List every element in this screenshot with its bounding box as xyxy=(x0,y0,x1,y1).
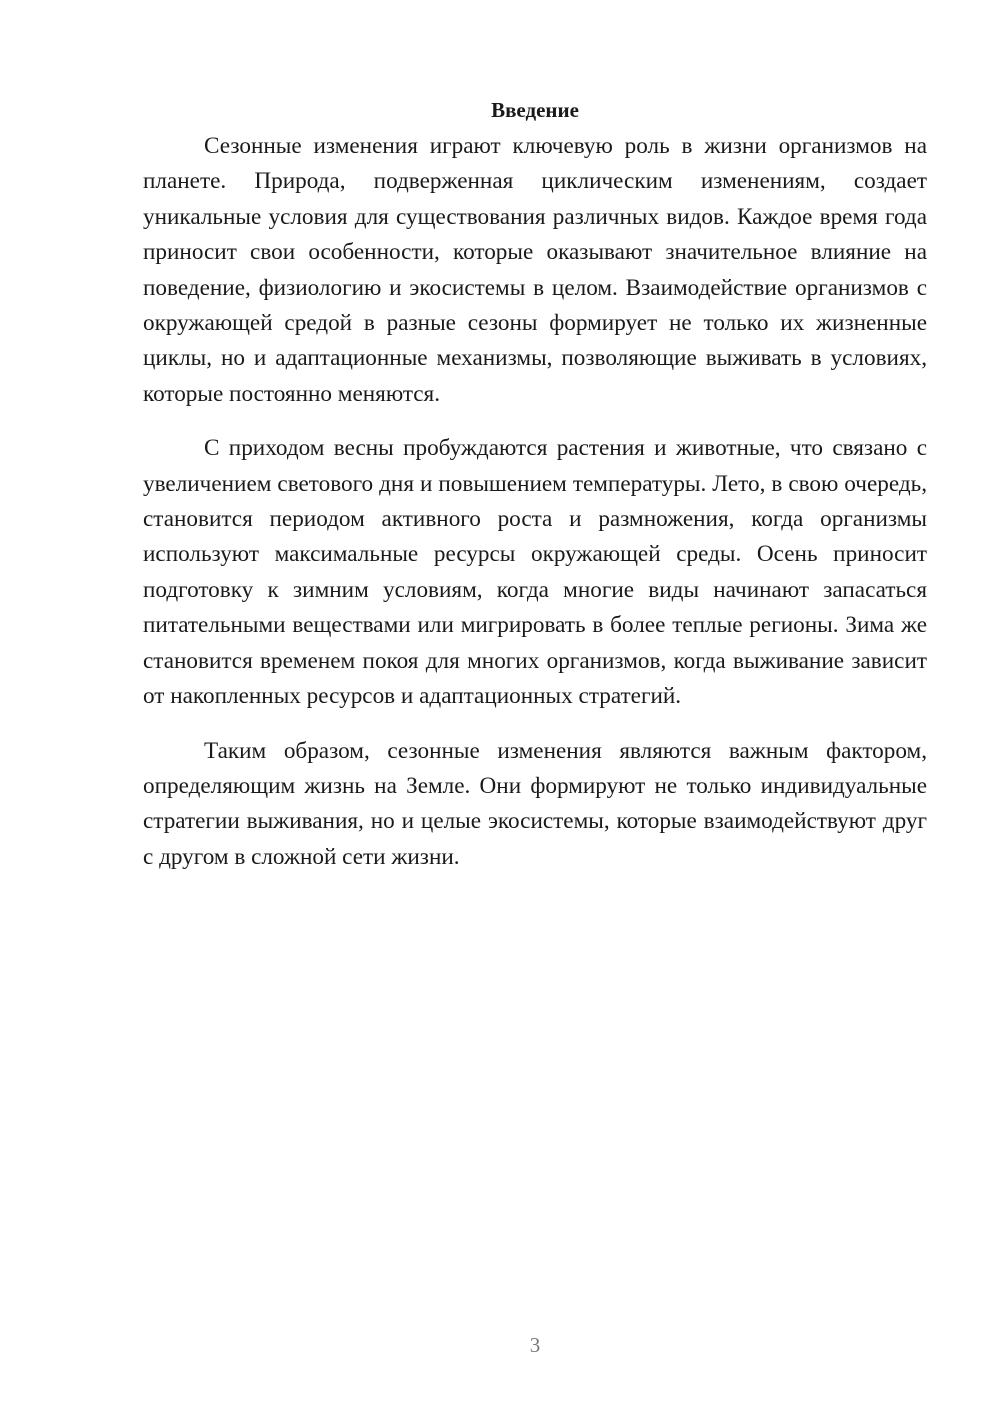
section-title: Введение xyxy=(491,98,579,122)
paragraph-seasons: С приходом весны пробуждаются растения и животные, что связано с увеличением светового дня и повышением температуры. Лето, в свою очередь, становится периодом активного роста и размножения, когда организмы используют максимальные ресурсы окружающей среды. Осень приносит подготовку к зимним условиям, когда многие виды начинают запасаться питательными веществами или мигрировать в более теплые регионы. Зима же становится временем покоя для многих организмов, когда выживание зависит от накопленных ресурсов и адаптационных стратегий. xyxy=(143,435,927,710)
paragraph-intro: Сезонные изменения играют ключевую роль в жизни организмов на планете. Природа, подверженная циклическим изменениям, создает уникальные условия для существования различных видов. Каждое время года приносит свои особенности, которые оказывают значительное влияние на поведение, физиологию и экосистемы в целом. Взаимодействие организмов с окружающей средой в разные сезоны формирует не только их жизненные циклы, но и адаптационные механизмы, позволяющие выживать в условиях, которые постоянно меняются. xyxy=(143,133,927,407)
paragraph-conclusion: Таким образом, сезонные изменения являются важным фактором, определяющим жизнь на Земле. Они формируют не только индивидуальные стратегии выживания, но и целые экосистемы, которые взаимодействуют друг с другом в сложной сети жизни. xyxy=(143,737,927,870)
page-number: 3 xyxy=(529,1333,541,1357)
page-content xyxy=(143,92,927,875)
